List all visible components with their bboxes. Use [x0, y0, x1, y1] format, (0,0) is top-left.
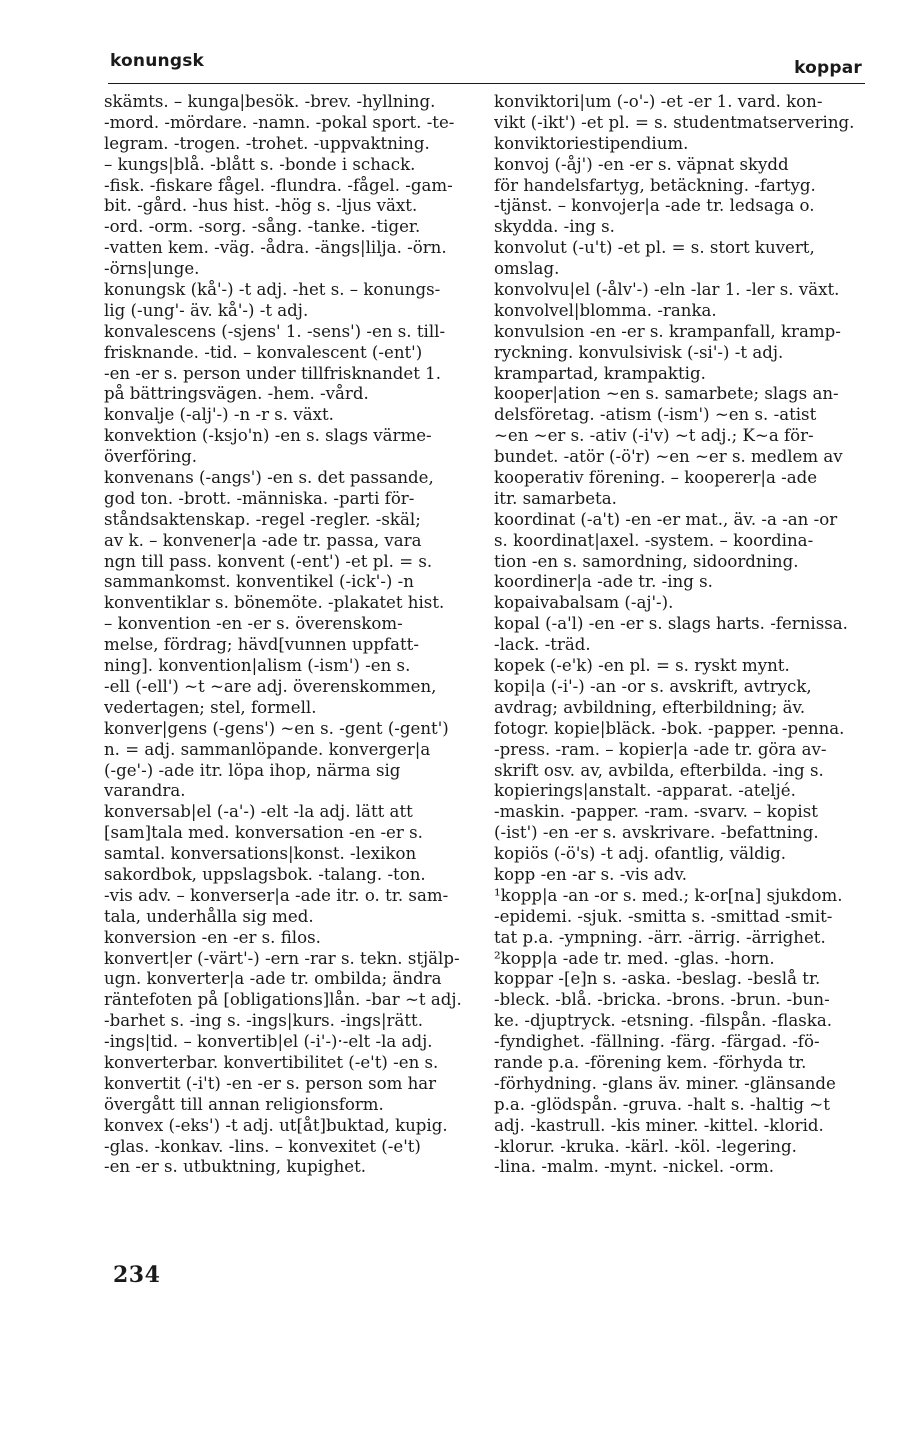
entry-line: ryckning. konvulsivisk (-si'-) -t adj.	[494, 342, 784, 362]
entry-line: konvalescens (-sjens' 1. -sens') -en s. till-	[104, 321, 446, 341]
entry-line: räntefoten på [obligations]lån. -bar ~t adj.	[104, 990, 462, 1010]
entry-line: kopp -en -ar s. -vis adv.	[494, 864, 687, 884]
entry-line: ning]. konvention|alism (-ism') -en s.	[104, 656, 411, 676]
entry-line: -ings|tid. – konvertib|el (-i'-)·-elt -la adj.	[104, 1032, 433, 1052]
entry-line: krampartad, krampaktig.	[494, 363, 706, 383]
entry-line: -vatten kem. -väg. -ådra. -ängs|lilja. -örn.	[104, 238, 447, 258]
entry-line: konvert|er (-värt'-) -ern -rar s. tekn. stjälp-	[104, 948, 460, 968]
entry-line: -örns|unge.	[104, 259, 200, 279]
entry-line: samtal. konversations|konst. -lexikon	[104, 844, 417, 864]
entry-line: -tjänst. – konvojer|a -ade tr. ledsaga o.	[494, 196, 815, 216]
entry-line: koordiner|a -ade tr. -ing s.	[494, 572, 713, 592]
entry-line: konvertit (-i't) -en -er s. person som har	[104, 1073, 437, 1093]
entry-line: skydda. -ing s.	[494, 217, 615, 237]
entry-line: konvolut (-u't) -et pl. = s. stort kuvert,	[494, 238, 815, 258]
entry-line: s. koordinat|axel. -system. – koordina-	[494, 530, 814, 550]
entry-line: konventiklar s. bönemöte. -plakatet hist.	[104, 593, 445, 613]
entry-line: konvex (-eks') -t adj. ut[åt]buktad, kupig.	[104, 1115, 448, 1135]
entry-line: kopal (-a'l) -en -er s. slags harts. -fernissa.	[494, 614, 848, 634]
entry-line: på bättringsvägen. -hem. -vård.	[104, 384, 369, 404]
entry-line: (-ist') -en -er s. avskrivare. -befattning.	[494, 823, 819, 843]
entry-line: varandra.	[104, 781, 186, 801]
entry-line: -bleck. -blå. -bricka. -brons. -brun. -bun-	[494, 990, 830, 1010]
entry-line: koppar -[e]n s. -aska. -beslag. -beslå tr.	[494, 969, 821, 989]
entry-line: delsföretag. -atism (-ism') ~en s. -atist	[494, 405, 817, 425]
entry-line: av k. – konvener|a -ade tr. passa, vara	[104, 530, 422, 550]
entry-line: ²kopp|a -ade tr. med. -glas. -horn.	[494, 948, 775, 968]
entry-line: -en -er s. utbuktning, kupighet.	[104, 1157, 367, 1177]
entry-line: rande p.a. -förening kem. -förhyda tr.	[494, 1052, 807, 1072]
entry-line: vikt (-ikt') -et pl. = s. studentmatservering.	[494, 112, 855, 132]
entry-line: -glas. -konkav. -lins. – konvexitet (-e't)	[104, 1136, 421, 1156]
entry-line: konvulsion -en -er s. krampanfall, kramp-	[494, 321, 841, 341]
entry-line: koordinat (-a't) -en -er mat., äv. -a -an -or	[494, 509, 838, 529]
entry-line: -press. -ram. – kopier|a -ade tr. göra av-	[494, 739, 827, 759]
entry-line: sammankomst. konventikel (-ick'-) -n	[104, 572, 414, 592]
entry-line: ngn till pass. konvent (-ent') -et pl. = s.	[104, 551, 433, 571]
entry-line: -epidemi. -sjuk. -smitta s. -smittad -smit-	[494, 906, 833, 926]
entry-line: skämts. – kunga|besök. -brev. -hyllning.	[104, 92, 436, 111]
entry-line: kopiös (-ö's) -t adj. ofantlig, väldig.	[494, 844, 786, 864]
entry-line: kopaivabalsam (-aj'-).	[494, 593, 674, 613]
entry-line: vedertagen; stel, formell.	[104, 697, 317, 717]
entry-line: avdrag; avbildning, efterbildning; äv.	[494, 697, 806, 717]
entry-line: tala, underhålla sig med.	[104, 906, 314, 926]
entry-line: konviktori|um (-o'-) -et -er 1. vard. kon-	[494, 92, 823, 111]
entry-line: – konvention -en -er s. överenskom-	[104, 614, 403, 634]
entry-line: itr. samarbeta.	[494, 488, 617, 508]
entry-line: god ton. -brott. -människa. -parti för-	[104, 488, 415, 508]
entry-line: konviktoriestipendium.	[494, 133, 689, 153]
entry-line: för handelsfartyg, betäckning. -fartyg.	[494, 175, 816, 195]
running-head-left: konungsk	[110, 51, 205, 71]
entry-line: -ell (-ell') ~t ~are adj. överenskommen,	[104, 676, 437, 696]
entry-line: kooperativ förening. – kooperer|a -ade	[494, 468, 818, 488]
entry-line: -lina. -malm. -mynt. -nickel. -orm.	[494, 1157, 774, 1177]
entry-line: kooper|ation ~en s. samarbete; slags an-	[494, 384, 839, 404]
entry-line: kopek (-e'k) -en pl. = s. ryskt mynt.	[494, 656, 790, 676]
entry-line: överföring.	[104, 447, 198, 467]
entry-line: bit. -gård. -hus hist. -hög s. -ljus växt.	[104, 196, 418, 216]
entry-line: kopierings|anstalt. -apparat. -ateljé.	[494, 781, 796, 801]
entry-line: tat p.a. -ympning. -ärr. -ärrig. -ärrighet.	[494, 927, 826, 947]
entry-line: ke. -djuptryck. -etsning. -filspån. -flaska.	[494, 1011, 833, 1031]
entry-line: konvalje (-alj'-) -n -r s. växt.	[104, 405, 334, 425]
entry-line: -vis adv. – konverser|a -ade itr. o. tr. sam-	[104, 885, 449, 905]
entry-line: -mord. -mördare. -namn. -pokal sport. -te-	[104, 112, 455, 132]
running-head-right: koppar	[794, 58, 862, 78]
entry-line: frisknande. -tid. – konvalescent (-ent')	[104, 342, 423, 362]
entry-line: [sam]tala med. konversation -en -er s.	[104, 823, 423, 843]
entry-line: -ord. -orm. -sorg. -sång. -tanke. -tiger.	[104, 217, 421, 237]
entry-line: -förhydning. -glans äv. miner. -glänsande	[494, 1073, 836, 1093]
entry-line: tion -en s. samordning, sidoordning.	[494, 551, 799, 571]
entry-line: ugn. konverter|a -ade tr. ombilda; ändra	[104, 969, 442, 989]
entry-line: -lack. -träd.	[494, 635, 591, 655]
entry-line: sakordbok, uppslagsbok. -talang. -ton.	[104, 864, 426, 884]
entry-line: konvenans (-angs') -en s. det passande,	[104, 468, 434, 488]
entry-line: fotogr. kopie|bläck. -bok. -papper. -penna.	[494, 718, 845, 738]
entry-line: – kungs|blå. -blått s. -bonde i schack.	[104, 154, 416, 174]
entry-line: kopi|a (-i'-) -an -or s. avskrift, avtryck,	[494, 676, 812, 696]
entry-line: skrift osv. av, avbilda, efterbilda. -ing s.	[494, 760, 824, 780]
entry-line: konversab|el (-a'-) -elt -la adj. lätt att	[104, 802, 413, 822]
dictionary-column-right	[494, 92, 866, 1178]
dictionary-column-left	[104, 92, 474, 1178]
entry-line: n. = adj. sammanlöpande. konverger|a	[104, 739, 431, 759]
entry-line: bundet. -atör (-ö'r) ~en ~er s. medlem av	[494, 447, 843, 467]
entry-line: konvektion (-ksjo'n) -en s. slags värme-	[104, 426, 432, 446]
entry-line: -maskin. -papper. -ram. -svarv. – kopist	[494, 802, 818, 822]
entry-line: lig (-ung'- äv. kå'-) -t adj.	[104, 300, 309, 320]
entry-line: konver|gens (-gens') ~en s. -gent (-gent')	[104, 718, 449, 738]
entry-line: -fisk. -fiskare fågel. -flundra. -fågel. -gam-	[104, 175, 453, 195]
entry-line: omslag.	[494, 259, 560, 279]
entry-line: konvolvel|blomma. -ranka.	[494, 300, 717, 320]
header-rule	[108, 83, 865, 84]
entry-line: konversion -en -er s. filos.	[104, 927, 321, 947]
entry-line: ståndsaktenskap. -regel -regler. -skäl;	[104, 509, 421, 529]
entry-line: konungsk (kå'-) -t adj. -het s. – konungs-	[104, 280, 441, 300]
entry-line: -barhet s. -ing s. -ings|kurs. -ings|rätt.	[104, 1011, 423, 1031]
entry-line: konvolvu|el (-ålv'-) -eln -lar 1. -ler s. växt.	[494, 280, 840, 300]
entry-line: melse, fördrag; hävd[vunnen uppfatt-	[104, 635, 419, 655]
page-number: 234	[113, 1262, 161, 1288]
entry-line: -klorur. -kruka. -kärl. -köl. -legering.	[494, 1136, 797, 1156]
entry-line: ¹kopp|a -an -or s. med.; k-or[na] sjukdom.	[494, 885, 843, 905]
entry-line: övergått till annan religionsform.	[104, 1094, 384, 1114]
entry-line: -en -er s. person under tillfrisknandet 1.	[104, 363, 441, 383]
entry-line: (-ge'-) -ade itr. löpa ihop, närma sig	[104, 760, 401, 780]
entry-line: -fyndighet. -fällning. -färg. -färgad. -fö-	[494, 1032, 820, 1052]
entry-line: adj. -kastrull. -kis miner. -kittel. -klorid.	[494, 1115, 824, 1135]
entry-line: legram. -trogen. -trohet. -uppvaktning.	[104, 133, 430, 153]
entry-line: ~en ~er s. -ativ (-i'v) ~t adj.; K~a för-	[494, 426, 814, 446]
entry-line: p.a. -glödspån. -gruva. -halt s. -haltig ~t	[494, 1094, 830, 1114]
entry-line: konverterbar. konvertibilitet (-e't) -en s.	[104, 1052, 439, 1072]
entry-line: konvoj (-åj') -en -er s. väpnat skydd	[494, 154, 789, 174]
